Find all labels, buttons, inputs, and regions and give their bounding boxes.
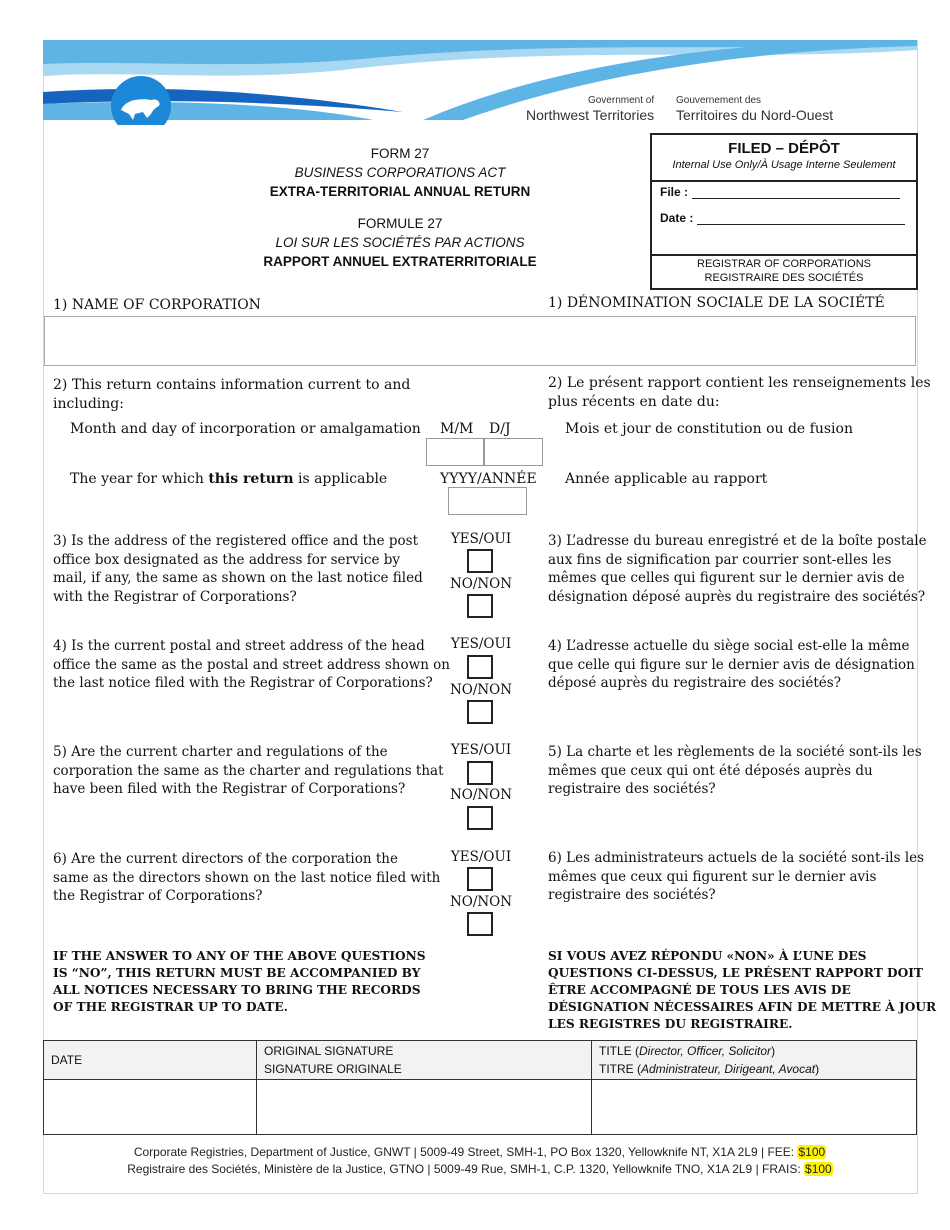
registrar-fr: REGISTRAIRE DES SOCIÉTÉS — [704, 272, 864, 284]
filed-header — [652, 140, 916, 182]
q6-no-label: NO/NON — [449, 894, 513, 910]
q5-en-line: 5) Are the current charter and regulations of the — [53, 744, 388, 760]
warning-en-line: IF THE ANSWER TO ANY OF THE ABOVE QUESTIONS — [53, 949, 426, 963]
date-header: DATE — [44, 1041, 257, 1080]
filed-date-row — [660, 211, 905, 225]
fee-en-badge: $100 — [798, 1145, 826, 1159]
registrar-footer — [652, 254, 916, 288]
title-header — [592, 1041, 917, 1080]
filed-title: FILED – DÉPÔT — [728, 140, 840, 157]
q1-label-en: 1) NAME OF CORPORATION — [53, 297, 261, 313]
year-input[interactable] — [448, 487, 527, 515]
file-label: File : — [660, 185, 689, 199]
signature-header-en: ORIGINAL SIGNATURE — [264, 1044, 394, 1058]
q2-en-line: including: — [53, 395, 124, 412]
q5-fr-line: 5) La charte et les règlements de la société sont-ils les — [548, 744, 922, 760]
q3-label-fr — [548, 532, 927, 606]
q4-fr-line: déposé auprès du registraire des sociétés? — [548, 675, 841, 691]
q6-yes-label: YES/OUI — [450, 849, 512, 865]
q3-no-label: NO/NON — [449, 576, 513, 592]
warning-fr-line: LES REGISTRES DU REGISTRAIRE. — [548, 1017, 793, 1031]
year-format-label: YYYY/ANNÉE — [440, 471, 537, 487]
date-field[interactable] — [44, 1080, 257, 1135]
q4-label-fr — [548, 637, 915, 693]
q5-no-checkbox[interactable] — [467, 806, 493, 830]
form-title-fr — [250, 214, 550, 271]
warning-fr — [548, 948, 936, 1033]
warning-en-line: ALL NOTICES NECESSARY TO BRING THE RECORDS — [53, 983, 421, 997]
signature-table — [43, 1040, 917, 1135]
title-field[interactable] — [592, 1080, 917, 1135]
act-name-en: BUSINESS CORPORATIONS ACT — [294, 165, 506, 180]
month-label: M/M — [440, 421, 474, 437]
q5-yes-label: YES/OUI — [450, 742, 512, 758]
month-day-label-fr: Mois et jour de constitution ou de fusion — [565, 421, 853, 437]
q4-fr-line: 4) L’adresse actuelle du siège social est-elle la même — [548, 638, 910, 654]
q3-yes-label: YES/OUI — [450, 531, 512, 547]
file-number-line[interactable] — [692, 186, 900, 199]
corporation-name-field[interactable] — [44, 316, 916, 366]
q4-label-en — [53, 637, 450, 693]
q5-en-line: have been filed with the Registrar of Corporations? — [53, 781, 406, 797]
q6-label-fr — [548, 849, 924, 905]
signature-header — [257, 1041, 592, 1080]
q4-fr-line: que celle qui figure sur le dernier avis de désignation — [548, 656, 915, 673]
q6-en-line: same as the directors shown on the last notice filed with — [53, 869, 441, 886]
footer-fr — [43, 1161, 917, 1178]
q3-label-en — [53, 532, 423, 606]
q3-fr-line: aux fins de signification par courrier sont-elles les — [548, 551, 892, 568]
q6-fr-line: registraire des sociétés? — [548, 887, 716, 903]
gov-en-small: Government of — [587, 95, 655, 106]
q6-label-en — [53, 850, 440, 906]
q5-fr-line: mêmes que ceux qui ont été déposés auprès du — [548, 762, 873, 779]
q4-no-label: NO/NON — [449, 682, 513, 698]
form-name-en: EXTRA-TERRITORIAL ANNUAL RETURN — [269, 184, 531, 199]
date-label: Date : — [660, 211, 694, 225]
footer — [43, 1144, 917, 1177]
q5-label-fr — [548, 743, 922, 799]
month-input[interactable] — [426, 438, 484, 466]
month-day-label-en: Month and day of incorporation or amalgamation — [70, 421, 421, 437]
file-number-row — [660, 185, 900, 199]
year-label-fr: Année applicable au rapport — [565, 471, 768, 487]
warning-en — [53, 948, 426, 1016]
title-fr-roles: Administrateur, Dirigeant, Avocat — [641, 1062, 816, 1076]
gov-fr-logo — [676, 95, 833, 123]
q4-yes-checkbox[interactable] — [467, 655, 493, 679]
q4-no-checkbox[interactable] — [467, 700, 493, 724]
q3-en-line: with the Registrar of Corporations? — [53, 588, 297, 605]
q3-fr-line: 3) L’adresse du bureau enregistré et de la boîte postale — [548, 533, 927, 549]
q2-label-en — [53, 376, 410, 413]
q2-en-line: 2) This return contains information current to and — [53, 377, 411, 393]
signature-table-header — [44, 1041, 917, 1080]
day-input[interactable] — [484, 438, 543, 466]
q6-no-checkbox[interactable] — [467, 912, 493, 936]
day-label: D/J — [489, 421, 511, 437]
title-en-roles: Director, Officer, Solicitor — [639, 1044, 772, 1058]
warning-en-line: OF THE REGISTRAR UP TO DATE. — [53, 1000, 288, 1014]
form-number-fr: FORMULE 27 — [357, 216, 443, 231]
warning-fr-line: ÊTRE ACCOMPAGNÉ DE TOUS LES AVIS DE — [548, 983, 851, 997]
warning-fr-line: QUESTIONS CI-DESSUS, LE PRÉSENT RAPPORT DOIT — [548, 966, 923, 980]
q1-label-fr: 1) DÉNOMINATION SOCIALE DE LA SOCIÉTÉ — [548, 295, 885, 311]
q4-en-line: 4) Is the current postal and street address of the head — [53, 638, 425, 654]
signature-table-body — [44, 1080, 917, 1135]
footer-en-text: Corporate Registries, Department of Justice, GNWT | 5009-49 Street, SMH-1, PO Box 1320, Yellowknife NT, X1A 2L9 | FEE: — [133, 1145, 798, 1159]
q6-yes-checkbox[interactable] — [467, 867, 493, 891]
q3-fr-line: désignation déposé auprès du registraire des sociétés? — [548, 588, 926, 605]
title-en-close: ) — [771, 1044, 776, 1058]
q3-en-line: 3) Is the address of the registered office and the post — [53, 533, 419, 549]
registrar-en: REGISTRAR OF CORPORATIONS — [697, 258, 871, 270]
q6-en-line: the Registrar of Corporations? — [53, 888, 263, 904]
q3-no-checkbox[interactable] — [467, 594, 493, 618]
title-header-en — [599, 1042, 909, 1060]
q5-yes-checkbox[interactable] — [467, 761, 493, 785]
q3-en-line: office box designated as the address for service by — [53, 551, 401, 568]
q3-yes-checkbox[interactable] — [467, 549, 493, 573]
q3-fr-line: mêmes que celles qui figurent sur le dernier avis de — [548, 570, 905, 586]
title-header-fr — [599, 1060, 909, 1078]
q3-en-line: mail, if any, the same as shown on the last notice filed — [53, 570, 423, 586]
year-label-en-post: is applicable — [293, 471, 388, 487]
footer-en — [43, 1144, 917, 1161]
year-label-en-bold: this return — [208, 471, 294, 487]
year-label-en-pre: The year for which — [70, 471, 209, 487]
q5-label-en — [53, 743, 444, 799]
act-name-fr: LOI SUR LES SOCIÉTÉS PAR ACTIONS — [275, 235, 525, 250]
form-title-en — [250, 144, 550, 201]
q4-yes-label: YES/OUI — [450, 636, 512, 652]
title-fr-label: TITRE ( — [599, 1062, 641, 1076]
gov-fr-small: Gouvernement des — [676, 95, 762, 106]
warning-fr-line: SI VOUS AVEZ RÉPONDU «NON» À L’UNE DES — [548, 949, 867, 963]
filed-subtitle: Internal Use Only/À Usage Interne Seulement — [672, 159, 896, 171]
q2-label-fr — [548, 374, 931, 411]
q4-en-line: office the same as the postal and street address shown on — [53, 656, 450, 673]
q5-fr-line: registraire des sociétés? — [548, 781, 716, 797]
q6-fr-line: mêmes que ceux qui figurent sur le dernier avis — [548, 868, 877, 885]
form-number-en: FORM 27 — [370, 146, 430, 161]
q5-en-line: corporation the same as the charter and regulations that — [53, 762, 444, 779]
gov-en-logo — [526, 95, 654, 123]
filed-box — [650, 133, 918, 290]
gov-fr-big: Territoires du Nord-Ouest — [676, 107, 834, 123]
form-name-fr: RAPPORT ANNUEL EXTRATERRITORIALE — [263, 254, 537, 269]
warning-fr-line: DÉSIGNATION NÉCESSAIRES AFIN DE METTRE À JOUR — [548, 1000, 937, 1014]
title-en-label: TITLE ( — [599, 1044, 640, 1058]
signature-header-fr: SIGNATURE ORIGINALE — [264, 1062, 402, 1076]
footer-fr-text: Registraire des Sociétés, Ministère de la Justice, GTNO | 5009-49 Rue, SMH-1, C.P. 1320, Yellowknife TNO, X1A 2L9 | FRAIS: — [127, 1161, 805, 1176]
q6-en-line: 6) Are the current directors of the corporation the — [53, 851, 398, 867]
q6-fr-line: 6) Les administrateurs actuels de la société sont-ils les — [548, 850, 925, 866]
gov-en-big: Northwest Territories — [526, 107, 655, 123]
q5-no-label: NO/NON — [449, 787, 513, 803]
warning-en-line: IS “NO”, THIS RETURN MUST BE ACCOMPANIED BY — [53, 966, 421, 980]
filed-date-line[interactable] — [697, 212, 905, 225]
year-label-en — [70, 470, 387, 489]
q2-fr-line: plus récents en date du: — [548, 393, 720, 410]
fee-fr-badge: $100 — [805, 1161, 832, 1176]
q2-fr-line: 2) Le présent rapport contient les renseignements les — [548, 375, 931, 391]
q4-en-line: the last notice filed with the Registrar of Corporations? — [53, 675, 433, 691]
title-fr-close: ) — [815, 1062, 820, 1076]
signature-field[interactable] — [257, 1080, 592, 1135]
